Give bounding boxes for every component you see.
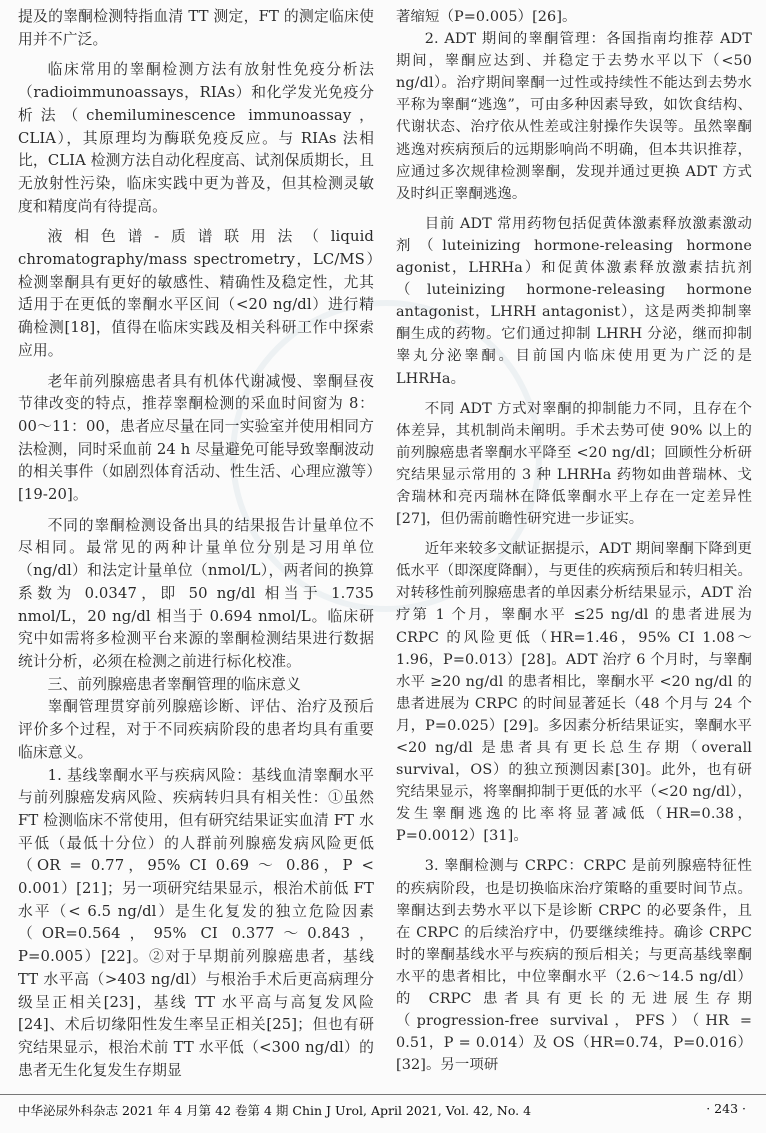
paragraph: 2. ADT 期间的睾酮管理：各国指南均推荐 ADT 期间，睾酮应达到、并稳定于去势水平以下（<50 ng/dl）。治疗期间睾酮一过性或持续性不能达到去势水平称为睾酮“逃逸”，可由多种因素导致，如饮食结构、代谢状态、治疗依从性差或注射操作失误等。虽然睾酮逃逸对疾病预后的远期影响尚不明确，但本共识推荐，应通过多次规律检测睾酮，发现并通过更换 ADT 方式及时纠正睾酮逃逸。 bbox=[396, 31, 752, 202]
paragraph: 目前 ADT 常用药物包括促黄体激素释放激素激动剂（luteinizing hormone-releasing hormone agonist，LHRHa）和促黄体激素释放激素拮抗剂（luteinizing hormone-releasing hormone antagonist，LHRH antagonist），这是两类抑制睾酮生成的药物。它们通过抑制 LHRH 分泌，继而抑制睾丸分泌睾酮。目前国内临床使用更为广泛的是 LHRHa。 bbox=[396, 215, 752, 387]
paragraph: 近年来较多文献证据提示，ADT 期间睾酮下降到更低水平（即深度降酮），与更佳的疾病预后和转归相关。对转移性前列腺癌患者的单因素分析结果显示，ADT 治疗第 1 个月，睾酮水平 ≤25 ng/dl 的患者进展为 CRPC 的风险更低（HR=1.46，95% CI 1.08～1.96，P=0.013）[28]。ADT 治疗 6 个月时，与睾酮水平 ≥20 ng/dl 的患者相比，睾酮水平 <20 ng/dl 的患者进展为 CRPC 的时间显著延长（48 个月与 24 个月，P=0.025）[29]。多因素分析结果证实，睾酮水平 <20 ng/dl 是患者具有更长总生存期（overall survival，OS）的独立预测因素[30]。此外，也有研究结果显示，将睾酮抑制于更低的水平（<20 ng/dl），发生睾酮逃逸的比率将显著减低（HR=0.38，P=0.0012）[31]。 bbox=[396, 541, 752, 845]
paragraph: 著缩短（P=0.005）[26]。 bbox=[396, 9, 577, 25]
footer-divider bbox=[0, 1094, 766, 1095]
paragraph: 睾酮管理贯穿前列腺癌诊断、评估、治疗及预后评价多个过程，对于不同疾病阶段的患者均具有重要临床意义。 bbox=[18, 698, 374, 761]
right-column bbox=[396, 6, 752, 1076]
paragraph: 3. 睾酮检测与 CRPC：CRPC 是前列腺癌特征性的疾病阶段，也是切换临床治疗策略的重要时间节点。睾酮达到去势水平以下是诊断 CRPC 的必要条件，且在 CRPC 的后续治疗中，仍要继续维持。确诊 CRPC 时的睾酮基线水平与疾病的预后相关；与更高基线睾酮水平的患者相比，中位睾酮水平（2.6～14.5 ng/dl）的 CRPC 患者具有更长的无进展生存期（progression-free survival，PFS）（HR = 0.51，P = 0.014）及 OS（HR=0.74，P=0.016）[32]。另一项研 bbox=[396, 858, 752, 1074]
left-column bbox=[18, 6, 374, 1082]
paragraph: 不同 ADT 方式对睾酮的抑制能力不同，且存在个体差异，其机制尚未阐明。手术去势可使 90% 以上的前列腺癌患者睾酮水平降至 <20 ng/dl；回顾性分析研究结果显示常用的 3 种 LHRHa 药物如曲普瑞林、戈舍瑞林和亮丙瑞林在降低睾酮水平上存在一定差异性[27]，但仍需前瞻性研究进一步证实。 bbox=[396, 400, 752, 528]
page-number: · 243 · bbox=[706, 1101, 746, 1116]
journal-citation: 中华泌尿外科杂志 2021 年 4 月第 42 卷第 4 期 Chin J Urol, April 2021, Vol. 42, No. 4 bbox=[18, 1103, 532, 1118]
section-heading: 三、前列腺癌患者睾酮管理的临床意义 bbox=[47, 675, 301, 693]
paragraph: 1. 基线睾酮水平与疾病风险：基线血清睾酮水平与前列腺癌发病风险、疾病转归具有相关性：①虽然 FT 检测临床不常使用，但有研究结果证实血清 FT 水平低（最低十分位）的人群前列腺癌发病风险更低（OR = 0.77，95% CI 0.69 ～ 0.86，P < 0.001）[21]；另一项研究结果显示，根治术前低 FT 水平（< 6.5 ng/dl）是生化复发的独立危险因素（OR=0.564，95% CI 0.377～0.843，P=0.005）[22]。②对于早期前列腺癌患者，基线 TT 水平高（>403 ng/dl）与根治手术后更高病理分级呈正相关[23]，基线 TT 水平高与高复发风险[24]、术后切缘阳性发生率呈正相关[25]；但也有研究结果显示，根治术前 TT 水平低（<300 ng/dl）的患者无生化复发生存期显 bbox=[18, 766, 374, 1079]
paragraph: 不同的睾酮检测设备出具的结果报告计量单位不尽相同。最常见的两种计量单位分别是习用单位（ng/dl）和法定计量单位（nmol/L），两者间的换算系数为 0.0347，即 50 ng/dl 相当于 1.735 nmol/L，20 ng/dl 相当于 0.694 nmol/L。临床研究中如需将多检测平台来源的睾酮检测结果进行数据统计分析，必须在检测之前进行标化校准。 bbox=[18, 516, 374, 670]
paragraph: 临床常用的睾酮检测方法有放射性免疫分析法（radioimmunoassays，RIAs）和化学发光免疫分析法（chemiluminescence immunoassay，CLIA），其原理均为酶联免疫反应。与 RIAs 法相比，CLIA 检测方法自动化程度高、试剂保质期长，且无放射性污染，临床实践中更为普及，但其检测灵敏度和精度尚有待提高。 bbox=[18, 61, 374, 215]
paragraph: 提及的睾酮检测特指血清 TT 测定，FT 的测定临床使用并不广泛。 bbox=[18, 8, 374, 48]
paragraph: 液相色谱-质谱联用法（liquid chromatography/mass spectrometry，LC/MS）检测睾酮具有更好的敏感性、精确性及稳定性，尤其适用于在更低的睾酮水平区间（<20 ng/dl）进行精确检测[18]，值得在临床实践及相关科研工作中探索应用。 bbox=[18, 228, 374, 359]
paragraph: 老年前列腺癌患者具有机体代谢减慢、睾酮昼夜节律改变的特点，推荐睾酮检测的采血时间窗为 8：00～11：00，患者应尽量在同一实验室并使用相同方法检测，同时采血前 24 h 尽量避免可能导致睾酮波动的相关事件（如剧烈体育活动、性生活、心理应激等）[19-20]。 bbox=[18, 372, 374, 504]
